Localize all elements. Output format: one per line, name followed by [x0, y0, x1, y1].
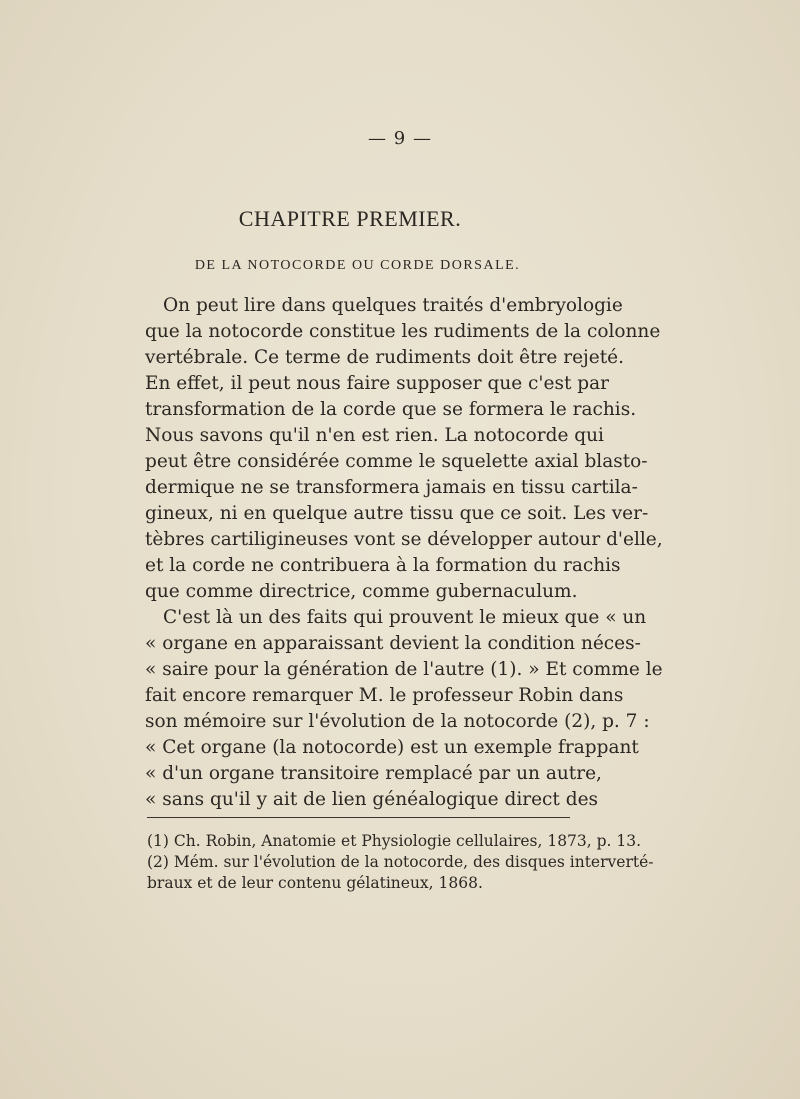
text-line: En effet, il peut nous faire supposer que c'est par: [145, 373, 609, 394]
text-line: tèbres cartiligineuses vont se développer autour d'elle,: [145, 529, 663, 550]
footnote-1: (1) Ch. Robin, Anatomie et Physiologie cellulaires, 1873, p. 13.: [147, 832, 642, 850]
text-line: vertébrale. Ce terme de rudiments doit être rejeté.: [145, 347, 624, 368]
text-line: Nous savons qu'il n'en est rien. La notocorde qui: [145, 425, 604, 446]
text-line: « Cet organe (la notocorde) est un exemple frappant: [145, 737, 639, 758]
text-line: peut être considérée comme le squelette axial blasto-: [145, 451, 648, 472]
text-line: « d'un organe transitoire remplacé par un autre,: [145, 763, 602, 784]
text-line: que la notocorde constitue les rudiments de la colonne: [145, 321, 661, 342]
footnote-divider: [147, 817, 570, 818]
body-text: [145, 293, 663, 813]
text-line: « saire pour la génération de l'autre (1). » Et comme le: [145, 659, 663, 680]
text-line: On peut lire dans quelques traités d'embryologie: [163, 295, 623, 316]
text-line: que comme directrice, comme gubernaculum.: [145, 581, 578, 602]
footnotes: [147, 831, 654, 894]
text-line: C'est là un des faits qui prouvent le mieux que « un: [163, 607, 647, 628]
text-line: gineux, ni en quelque autre tissu que ce soit. Les ver-: [145, 503, 649, 524]
text-line: son mémoire sur l'évolution de la notocorde (2), p. 7 :: [145, 711, 650, 732]
text-line: « organe en apparaissant devient la condition néces-: [145, 633, 641, 654]
chapter-title: CHAPITRE PREMIER.: [238, 206, 462, 231]
footnote-2-continued: braux et de leur contenu gélatineux, 1868.: [147, 874, 483, 892]
text-line: fait encore remarquer M. le professeur Robin dans: [145, 685, 624, 706]
text-line: « sans qu'il y ait de lien généalogique direct des: [145, 789, 599, 810]
footnote-2: (2) Mém. sur l'évolution de la notocorde, des disques interverté-: [147, 853, 654, 871]
text-line: et la corde ne contribuera à la formation du rachis: [145, 555, 621, 576]
text-line: transformation de la corde que se formera le rachis.: [145, 399, 637, 420]
page-number: — 9 —: [368, 128, 432, 149]
text-line: dermique ne se transformera jamais en tissu cartila-: [145, 477, 638, 498]
section-title: DE LA NOTOCORDE OU CORDE DORSALE.: [194, 258, 521, 273]
